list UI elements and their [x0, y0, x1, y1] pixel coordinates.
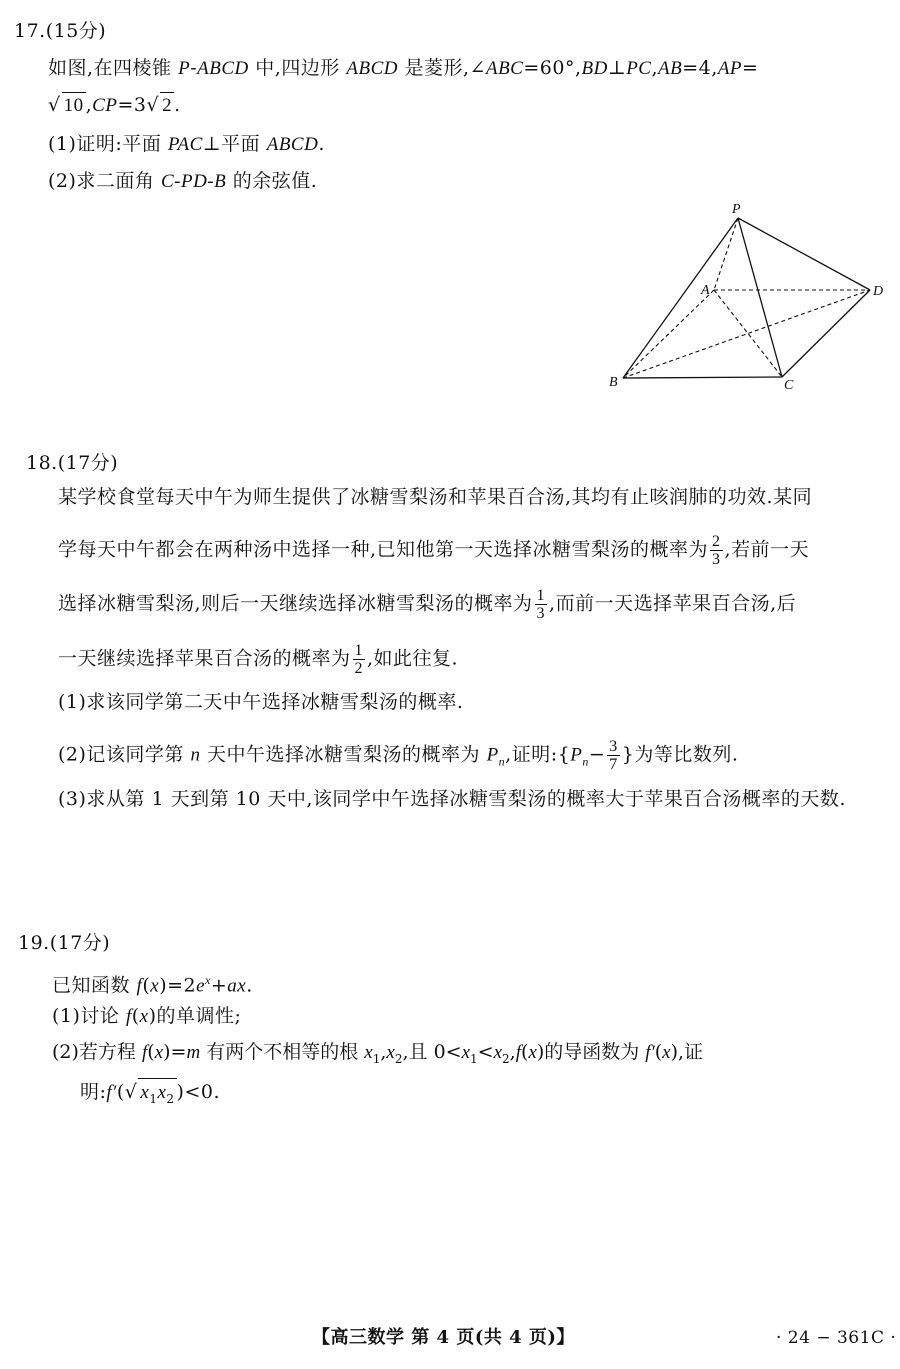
- q19-part-1: (1)讨论 f(x)的单调性;: [52, 1005, 242, 1027]
- fraction-3-7: $\frac{3}{7}$: [609, 738, 618, 773]
- q18-stem-line-3: 选择冰糖雪梨汤,则后一天继续选择冰糖雪梨汤的概率为 $\frac{1}{3}$ ,而前一天选择苹果百合汤,后: [58, 587, 797, 622]
- fraction-1-2: $\frac{1}{2}$: [354, 642, 364, 677]
- exam-code: · 24 − 361C ·: [776, 1328, 897, 1348]
- q17-stem-line-1: 如图,在四棱锥 P-ABCD 中,四边形 ABCD 是菱形,∠ABC=60°,BD⊥PC,AB=4,AP=: [48, 57, 759, 79]
- diagonal-BD: [623, 290, 870, 378]
- edge-PD: [738, 218, 870, 290]
- q19-part-2: (2)若方程 f(x)=m 有两个不相等的根 $x_1,x_2$,且 $0<x_1<x_2,f(x)$的导函数为 f′(x),证: [52, 1041, 704, 1066]
- edge-PC: [738, 218, 782, 377]
- q18-part-1: (1)求该同学第二天中午选择冰糖雪梨汤的概率.: [58, 691, 464, 713]
- q18-header: 18.(17分): [26, 452, 119, 474]
- label-B: B: [609, 375, 618, 390]
- q18-stem-line-2: 学每天中午都会在两种汤中选择一种,已知他第一天选择冰糖雪梨汤的概率为 $\frac{2}{3}$ ,若前一天: [58, 533, 810, 568]
- label-D: D: [873, 284, 884, 299]
- label-C: C: [784, 378, 794, 393]
- fraction-2-3: $\frac{2}{3}$: [712, 533, 721, 568]
- fraction-1-3: $\frac{1}{3}$: [536, 587, 546, 622]
- q18-stem-line-4: 一天继续选择苹果百合汤的概率为 $\frac{1}{2}$ ,如此往复.: [58, 642, 459, 677]
- q19-header: 19.(17分): [18, 932, 111, 954]
- q17-header: 17.(15分): [14, 20, 107, 42]
- edge-PA: [714, 218, 738, 290]
- q18-part-3: (3)求从第 1 天到第 10 天中,该同学中午选择冰糖雪梨汤的概率大于苹果百合汤概率的天数.: [58, 788, 846, 810]
- q18-stem-line-1: 某学校食堂每天中午为师生提供了冰糖雪梨汤和苹果百合汤,其均有止咳润肺的功效.某同: [58, 486, 813, 508]
- edge-AB: [623, 290, 714, 378]
- page-footer: 【高三数学 第 4 页(共 4 页)】: [312, 1327, 575, 1348]
- pyramid-figure: [598, 196, 898, 396]
- q17-part-2: (2)求二面角 C-PD-B 的余弦值.: [48, 170, 318, 192]
- label-P: P: [732, 202, 741, 217]
- edge-CD: [782, 290, 870, 377]
- q18-part-2: (2)记该同学第 n 天中午选择冰糖雪梨汤的概率为 $P_n$,证明$:\{P_n-$ $\frac{3}{7}$ }为等比数列.: [58, 738, 739, 773]
- q17-part-1: (1)证明:平面 PAC⊥平面 ABCD.: [48, 133, 325, 155]
- q17-stem-line-2: √ 10 ,CP=3√ 2 .: [48, 92, 181, 119]
- diagonal-AC: [714, 290, 782, 377]
- label-A: A: [701, 283, 710, 298]
- edge-BC: [623, 377, 782, 378]
- q19-stem: 已知函数 $f(x)=2e^x+ax$.: [52, 973, 253, 997]
- q19-part-2-cont: 明:f′(√ $x_1x_2$ )<0.: [80, 1078, 220, 1112]
